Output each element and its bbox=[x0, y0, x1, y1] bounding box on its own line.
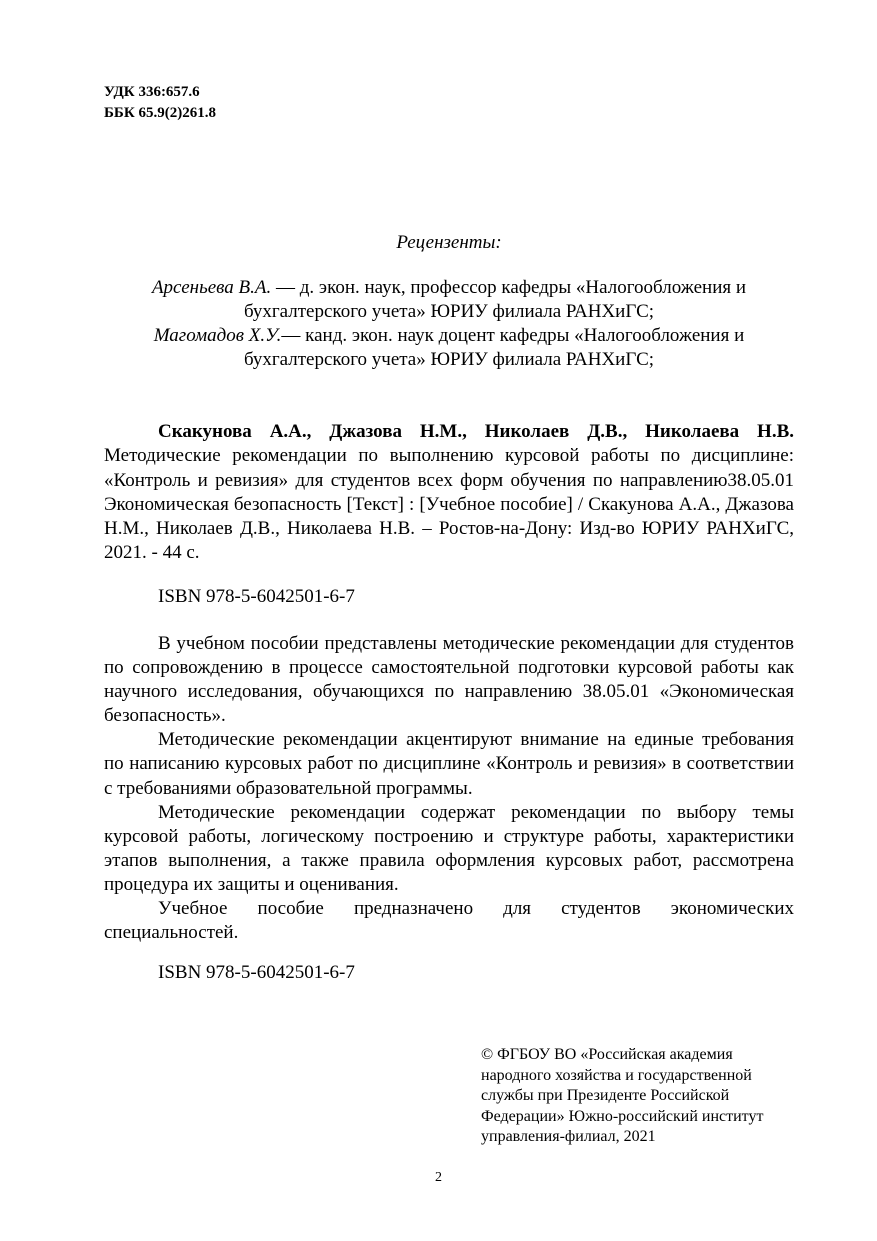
copyright-notice bbox=[481, 1045, 801, 1148]
bbk-code: ББК 65.9(2)261.8 bbox=[104, 105, 216, 121]
reviewers-heading: Рецензенты: bbox=[396, 232, 502, 253]
abstract-paragraph: Учебное пособие предназначено для студентов экономических специальностей. bbox=[104, 898, 794, 944]
page-number: 2 bbox=[435, 1170, 442, 1185]
reviewer-name: Арсеньева В.А. bbox=[151, 277, 272, 298]
isbn-bottom: ISBN 978-5-6042501-6-7 bbox=[158, 962, 355, 983]
reviewer-line-2: бухгалтерского учета» ЮРИУ филиала РАНХиГС; bbox=[243, 301, 655, 322]
classification-codes bbox=[104, 82, 216, 124]
abstract-paragraph: Методические рекомендации акцентируют внимание на единые требования по написанию курсовых работ по дисциплине «Контроль и ревизия» в соответствии с требованиями образовательной программы. bbox=[104, 729, 794, 799]
abstract-paragraph: В учебном пособии представлены методические рекомендации для студентов по сопровождению в процессе самостоятельной подготовки курсовой работы как научного исследования, обучающихся по направлению 38.05.01 «Экономическая безопасность». bbox=[104, 633, 794, 727]
isbn-top: ISBN 978-5-6042501-6-7 bbox=[158, 586, 355, 607]
authors-line: Скакунова А.А., Джазова Н.М., Николаев Д.В., Николаева Н.В. bbox=[158, 421, 794, 442]
bibliographic-description: Методические рекомендации по выполнению курсовой работы по дисциплине: «Контроль и ревизия» для студентов всех форм обучения по направлению38.05.01 Экономическая безопасность [Текст] : [Учебное пособие] / Скакунова А.А., Джазова Н.М., Николаев Д.В., Николаева Н.В. – Ростов-на-Дону: Изд-во ЮРИУ РАНХиГС, 2021. - 44 с. bbox=[104, 445, 794, 564]
reviewer-credentials: — д. экон. наук, профессор кафедры «Налогообложения и bbox=[271, 277, 747, 298]
reviewer-line-1 bbox=[104, 276, 794, 300]
reviewer-entry bbox=[104, 276, 794, 324]
reviewer-line-2: бухгалтерского учета» ЮРИУ филиала РАНХиГС; bbox=[243, 349, 655, 370]
copyright-line: Федерации» Южно-российский институт bbox=[481, 1107, 764, 1125]
reviewer-line-1 bbox=[104, 324, 794, 348]
reviewer-credentials: — канд. экон. наук доцент кафедры «Налогообложения и bbox=[281, 325, 745, 346]
copyright-line: © ФГБОУ ВО «Российская академия bbox=[481, 1046, 733, 1063]
reviewers-list bbox=[104, 276, 794, 372]
copyright-line: народного хозяйства и государственной bbox=[481, 1066, 752, 1084]
abstract-paragraph: Методические рекомендации содержат рекомендации по выбору темы курсовой работы, логическому построению и структуре работы, характеристики этапов выполнения, а также правила оформления курсовых работ, рассмотрена процедура их защиты и оценивания. bbox=[104, 801, 794, 895]
reviewer-name: Магомадов Х.У. bbox=[153, 325, 282, 346]
bibliographic-record bbox=[104, 420, 794, 566]
copyright-line: службы при Президенте Российской bbox=[481, 1087, 730, 1104]
udk-code: УДК 336:657.6 bbox=[104, 84, 200, 100]
reviewer-entry bbox=[104, 324, 794, 372]
copyright-line: управления-филиал, 2021 bbox=[481, 1128, 656, 1145]
abstract bbox=[104, 632, 794, 945]
